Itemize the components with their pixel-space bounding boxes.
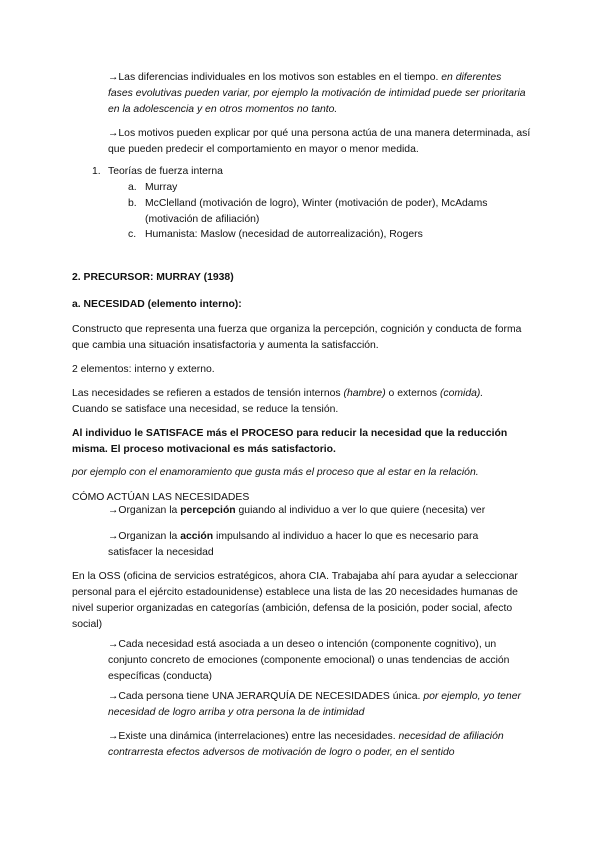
organize-perception [108, 503, 528, 519]
text: →Existe una dinámica (interrelaciones) entre las necesidades. [108, 731, 396, 742]
italic-example: por ejemplo, yo tener necesidad de logro arriba y otra persona la de intimidad [108, 691, 521, 718]
tension-example-internal: (hambre) [343, 388, 386, 399]
oss-paragraph: En la OSS (oficina de servicios estratégicos, ahora CIA. Trabajaba ahí para ayudar a seleccionar personal para el ejército estadounidense) establece una lista de las 20 necesidades humanas de nivel superior organizadas en categorías (ambición, defensa de la posición, poder social, afecto social) [72, 571, 518, 630]
sub-heading: a. NECESIDAD (elemento interno): [72, 299, 242, 310]
organize-action [108, 529, 508, 561]
definition-paragraph: Constructo que representa una fuerza que organiza la percepción, cognición y conducta de forma que cambia una situación insatisfactoria y aumenta la satisfacción. [72, 324, 522, 351]
tension-example-external: (comida). [439, 388, 484, 399]
text: →Organizan la [108, 505, 178, 516]
list-title: Teorías de fuerza interna [108, 166, 223, 177]
text: guiando al individuo a ver lo que quiere (necesita) ver [238, 505, 486, 516]
sublist-marker: b. [128, 198, 137, 209]
example-note: por ejemplo con el enamoramiento que gusta más el proceso que al estar en la relación. [72, 467, 479, 478]
sublist-marker: a. [128, 182, 137, 193]
bold-term: acción [180, 531, 214, 542]
elements-paragraph: 2 elementos: interno y externo. [72, 364, 215, 375]
paragraph-text: →Las diferencias individuales en los motivos son estables en el tiempo. [108, 72, 439, 83]
text: →Cada persona tiene UNA JERARQUÍA DE NECESIDADES única. [108, 691, 421, 702]
need-hierarchy [108, 689, 528, 721]
need-dynamics [108, 729, 532, 761]
need-components: →Cada necesidad está asociada a un deseo o intención (componente cognitivo), un conjunto concreto de emociones (componente emocional) o unas tendencias de acción específicas (conducta) [108, 639, 510, 682]
tension-text: Cuando se satisface una necesidad, se reduce la tensión. [72, 404, 339, 415]
bold-term: percepción [180, 505, 236, 516]
sublist-item: Murray [145, 182, 178, 193]
section-heading: 2. PRECURSOR: MURRAY (1938) [72, 272, 234, 283]
paragraph-individual-differences [108, 70, 528, 118]
paragraph-italic-note: en diferentes fases evolutivas pueden variar, por ejemplo la motivación de intimidad puede ser prioritaria en la adolescencia y en otros momentos no tanto. [108, 72, 526, 115]
list-number: 1. [92, 166, 101, 177]
tension-paragraph [72, 386, 522, 418]
sublist-item: McClelland (motivación de logro), Winter (motivación de poder), McAdams (motivación de afiliación) [145, 198, 488, 225]
bold-statement: Al individuo le SATISFACE más el PROCESO para reducir la necesidad que la reducción misma. El proceso motivacional es más satisfactorio. [72, 428, 508, 455]
text: →Organizan la [108, 531, 178, 542]
como-heading: CÓMO ACTÚAN LAS NECESIDADES [72, 492, 250, 503]
tension-text: o externos [388, 388, 438, 399]
tension-text: Las necesidades se refieren a estados de tensión internos [72, 388, 341, 399]
italic-example: necesidad de afiliación contrarresta efectos adversos de motivación de logro o poder, en el sentido [108, 731, 504, 758]
paragraph-motives-explain: →Los motivos pueden explicar por qué una persona actúa de una manera determinada, así que pueden predecir el comportamiento en mayor o menor medida. [108, 128, 531, 155]
sublist-item: Humanista: Maslow (necesidad de autorrealización), Rogers [145, 229, 423, 240]
sublist-marker: c. [128, 229, 137, 240]
text: impulsando al individuo a hacer lo que es necesario para satisfacer la necesidad [108, 531, 479, 558]
